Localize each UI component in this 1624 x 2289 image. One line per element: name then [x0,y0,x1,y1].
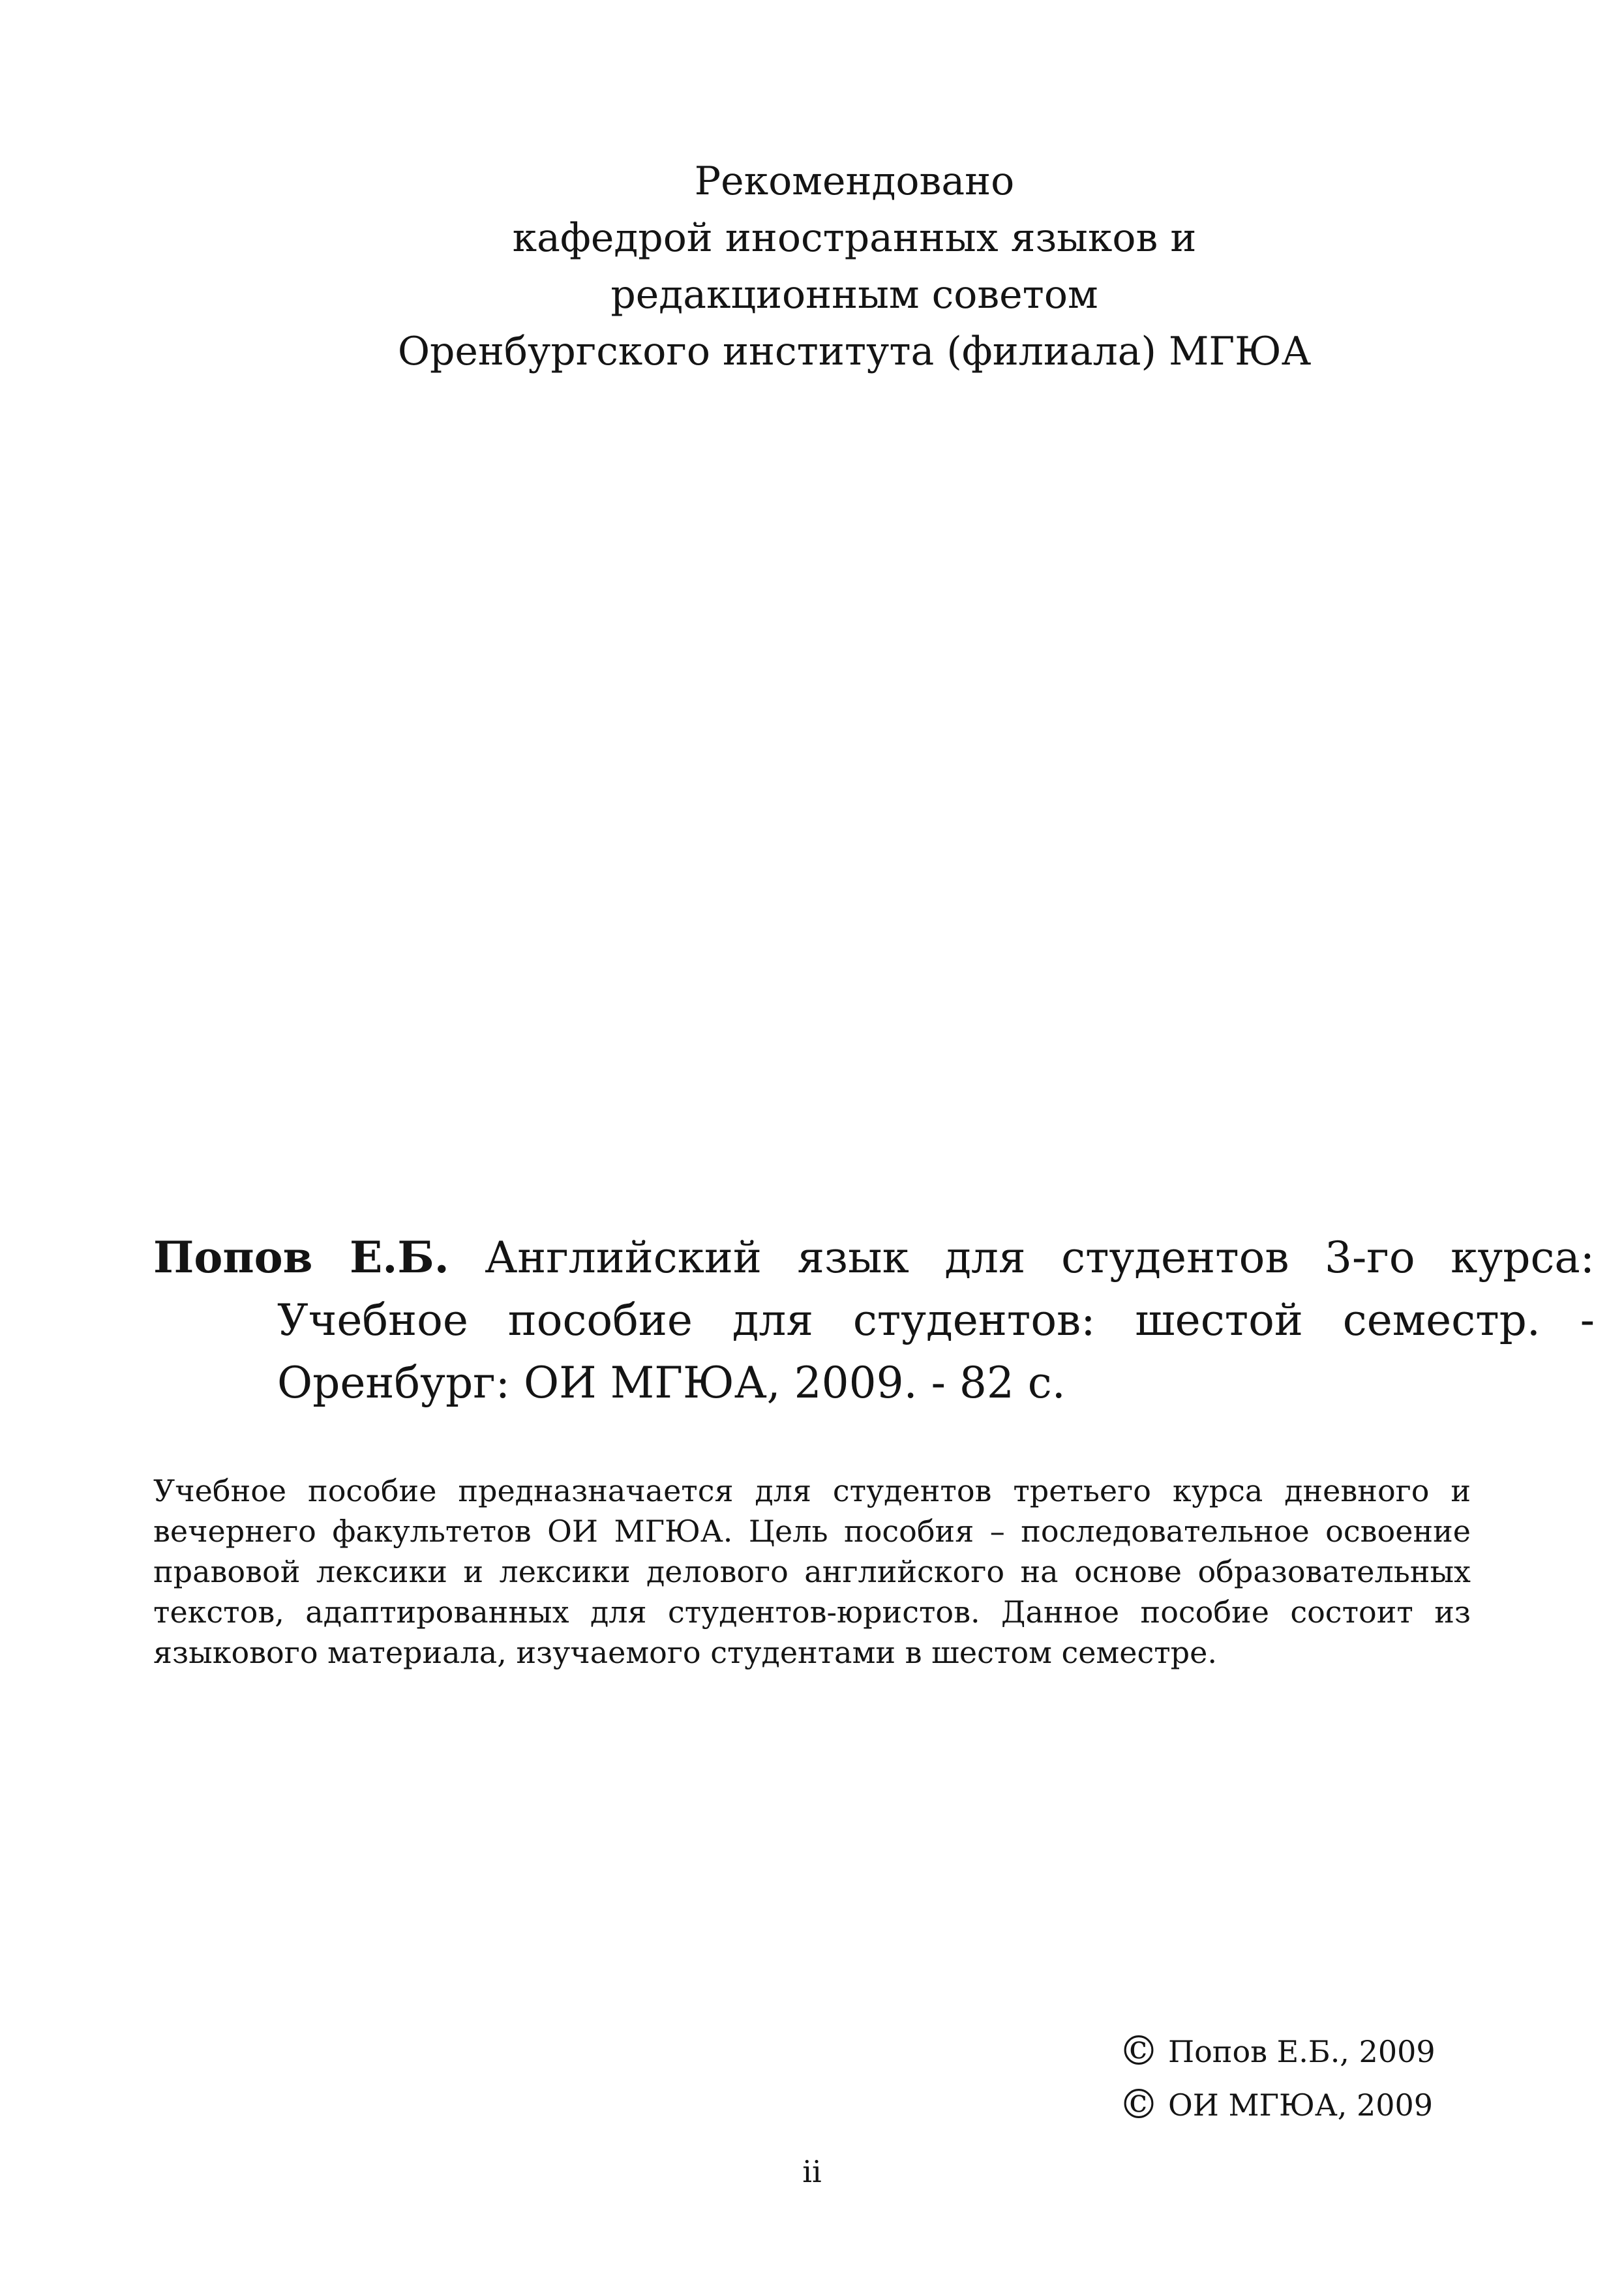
copyright-icon: © [1119,2027,1159,2074]
bibliographic-entry [153,1226,1595,1414]
page-number: ii [802,2154,822,2189]
copyright-text: ОИ МГЮА, 2009 [1168,2087,1434,2123]
copyright-line [1119,2082,1433,2128]
copyright-text: Попов Е.Б., 2009 [1168,2034,1436,2069]
book-description: Английский язык для студентов 3-го курса: Учебное пособие для студентов: шестой семестр. - Оренбург: ОИ МГЮА, 2009. - 82 с. [277,1233,1595,1408]
recommendation-line: редакционным советом [610,272,1098,318]
recommendation-line: Рекомендовано [694,158,1015,204]
copyright-icon: © [1119,2080,1159,2128]
abstract-paragraph: Учебное пособие предназначается для студентов третьего курса дневного и вечернего факультетов ОИ МГЮА. Цель пособия – последовательное освоение правовой лексики и лексики делового английского на основе образовательных текстов, адаптированных для студентов-юристов. Данное пособие состоит из языкового материала, изучаемого студентами в шестом семестре. [153,1473,1471,1670]
recommendation-line: кафедрой иностранных языков и [512,215,1197,261]
copyright-line [1119,2028,1436,2074]
author-name: Попов Е.Б. [153,1232,449,1283]
recommendation-block [0,153,1624,380]
recommendation-line: Оренбургского института (филиала) МГЮА [397,329,1312,374]
